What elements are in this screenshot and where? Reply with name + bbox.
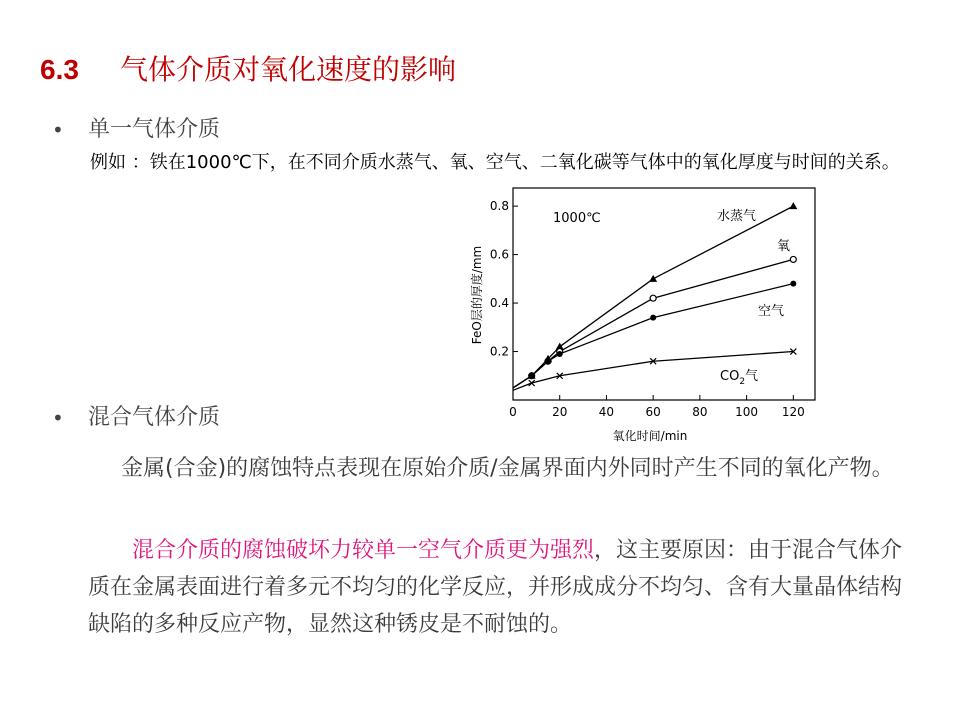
series-label-co2: $CO_2$气: [720, 369, 759, 387]
x-tick-label: 120: [781, 405, 805, 419]
paragraph-mixed-intro: 金属(合金)的腐蚀特点表现在原始介质/金属界面内外同时产生不同的氧化产物。: [121, 456, 894, 481]
x-tick-label: 80: [692, 405, 708, 419]
paragraph-mixed-reason: [88, 532, 908, 643]
title-number: 6.3: [40, 54, 79, 85]
y-tick-label: 0.6: [489, 247, 509, 262]
bullet-single-gas-example: 例如 ：铁在1000℃下，在不同介质水蒸气、氧、空气、二氧化碳等气体中的氧化厚度与时间的关系。: [90, 152, 900, 173]
y-tick-label: 0.8: [489, 199, 509, 214]
highlight-text: 混合介质的腐蚀破坏力较单一空气介质更为强烈: [132, 538, 595, 563]
x-tick-label: 0: [509, 405, 517, 419]
series-point-2: [545, 358, 551, 364]
bullet-single-gas: 单一气体介质: [88, 117, 221, 142]
x-tick-label: 60: [645, 405, 661, 419]
series-point-1: [790, 256, 796, 262]
title-text: 气体介质对氧化速度的影响: [120, 53, 457, 86]
chart-y-label: FeO层的厚度/mm: [470, 245, 484, 345]
series-point-2: [557, 351, 563, 357]
chart-series: [513, 202, 797, 390]
oxidation-chart: [455, 180, 835, 450]
x-tick-label: 100: [735, 405, 759, 419]
y-tick-label: 0.2: [489, 344, 509, 359]
series-point-2: [529, 373, 535, 379]
series-point-2: [650, 315, 656, 321]
bullet-icon: •: [52, 118, 64, 142]
bullet-mixed-gas: 混合气体介质: [88, 405, 221, 430]
bullet-icon: •: [52, 406, 64, 430]
series-label-steam: 水蒸气: [717, 209, 757, 224]
series-label-air: 空气: [758, 304, 785, 319]
x-tick-label: 20: [552, 405, 568, 419]
slide-title: [40, 48, 456, 88]
y-tick-label: 0.4: [489, 296, 509, 311]
series-point-0: [649, 275, 657, 282]
chart-x-label: 氧化时间/min: [612, 429, 688, 443]
series-label-oxygen: 氧: [777, 239, 791, 254]
series-point-0: [789, 202, 797, 209]
chart-annotation-temp: 1000℃: [553, 211, 601, 226]
reason-text: ，这主要原因：由于混合气体介质在金属表面进行着多元不均匀的化学反应，并形成成分不均匀、含有大量晶体结构缺陷的多种反应产物，显然这种锈皮是不耐蚀的。: [88, 538, 903, 637]
series-point-1: [650, 295, 656, 301]
x-tick-label: 40: [598, 405, 615, 419]
series-point-2: [790, 281, 796, 287]
